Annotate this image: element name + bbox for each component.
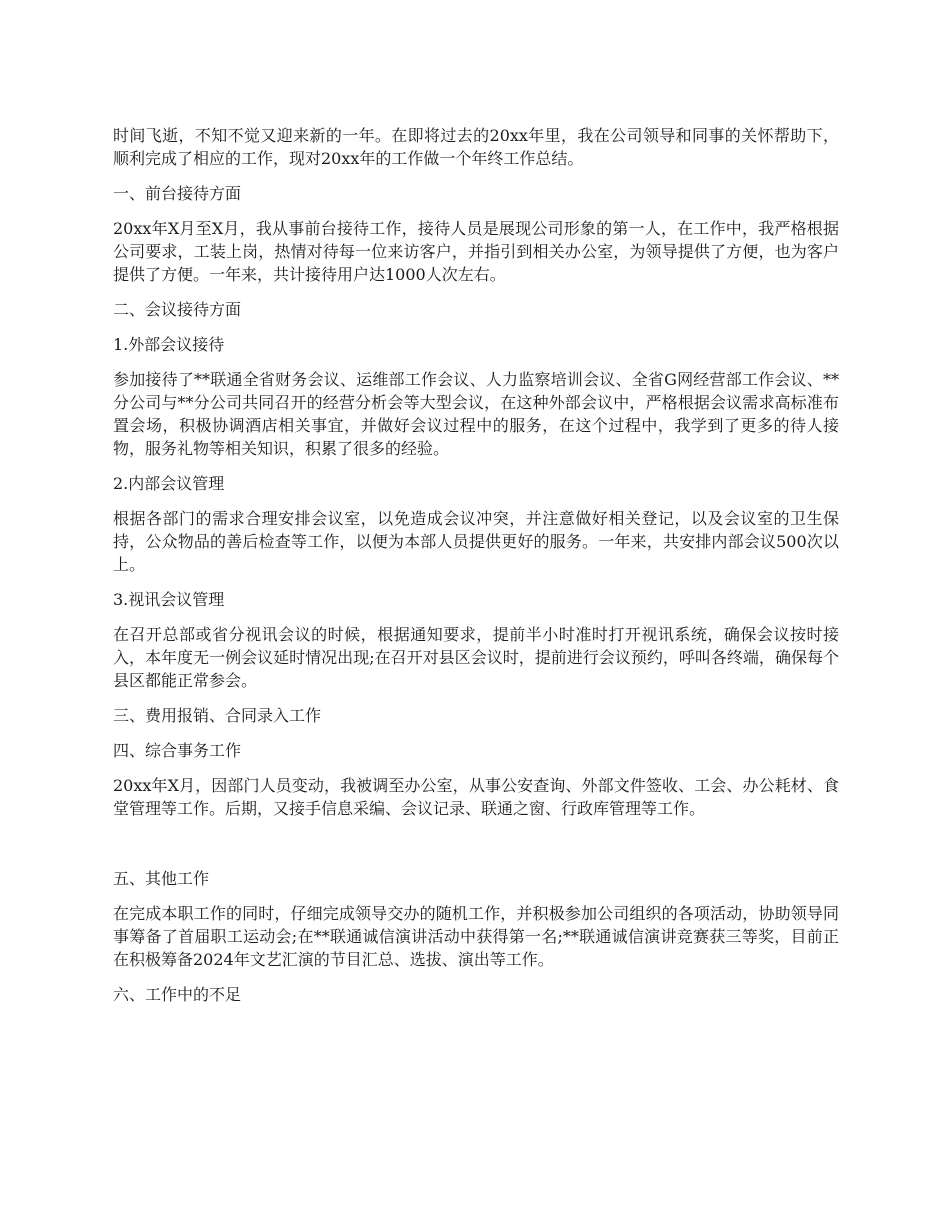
section-heading-other-work: 五、其他工作 — [113, 869, 210, 888]
section-heading-general-affairs: 四、综合事务工作 — [113, 741, 242, 760]
other-work-paragraph: 在完成本职工作的同时，仔细完成领导交办的随机工作，并积极参加公司组织的各项活动，协助领导同事筹备了首届职工运动会;在**联通诚信演讲活动中获得第一名;**联通诚信演讲竞赛获三等奖，目前正在积极筹备2024年文艺汇演的节目汇总、选拔、演出等工作。 — [113, 904, 839, 969]
general-affairs-paragraph: 20xx年X月，因部门人员变动，我被调至办公室，从事公安查询、外部文件签收、工会、办公耗材、食堂管理等工作。后期，又接手信息采编、会议记录、联通之窗、行政库管理等工作。 — [113, 776, 839, 818]
intro-paragraph: 时间飞逝，不知不觉又迎来新的一年。在即将过去的20xx年里，我在公司领导和同事的关怀帮助下，顺利完成了相应的工作，现对20xx年的工作做一个年终工作总结。 — [113, 126, 839, 168]
subheading-external-meetings: 1.外部会议接待 — [113, 335, 225, 354]
section-heading-shortcomings: 六、工作中的不足 — [113, 985, 242, 1004]
section-heading-expenses: 三、费用报销、合同录入工作 — [113, 706, 322, 725]
subheading-video-meetings: 3.视讯会议管理 — [113, 590, 225, 609]
reception-paragraph: 20xx年X月至X月，我从事前台接待工作，接待人员是展现公司形象的第一人，在工作中，我严格根据公司要求，工装上岗，热情对待每一位来访客户，并指引到相关办公室，为领导提供了方便，也为客户提供了方便。一年来，共计接待用户达1000人次左右。 — [113, 219, 839, 284]
subheading-internal-meetings: 2.内部会议管理 — [113, 474, 225, 493]
external-meetings-paragraph: 参加接待了**联通全省财务会议、运维部工作会议、人力监察培训会议、全省G网经营部工作会议、**分公司与**分公司共同召开的经营分析会等大型会议，在这种外部会议中，严格根据会议需求高标准布置会场，积极协调酒店相关事宜，并做好会议过程中的服务，在这个过程中，我学到了更多的待人接物，服务礼物等相关知识，积累了很多的经验。 — [113, 370, 839, 458]
document-page — [113, 124, 839, 1018]
internal-meetings-paragraph: 根据各部门的需求合理安排会议室，以免造成会议冲突，并注意做好相关登记，以及会议室的卫生保持，公众物品的善后检查等工作，以便为本部人员提供更好的服务。一年来，共安排内部会议500次以上。 — [113, 509, 839, 574]
video-meetings-paragraph: 在召开总部或省分视讯会议的时候，根据通知要求，提前半小时准时打开视讯系统，确保会议按时接入，本年度无一例会议延时情况出现;在召开对县区会议时，提前进行会议预约，呼叫各终端，确保每个县区都能正常参会。 — [113, 625, 839, 690]
section-heading-reception: 一、前台接待方面 — [113, 184, 242, 203]
section-heading-meetings: 二、会议接待方面 — [113, 300, 242, 319]
blank-line — [113, 832, 839, 855]
